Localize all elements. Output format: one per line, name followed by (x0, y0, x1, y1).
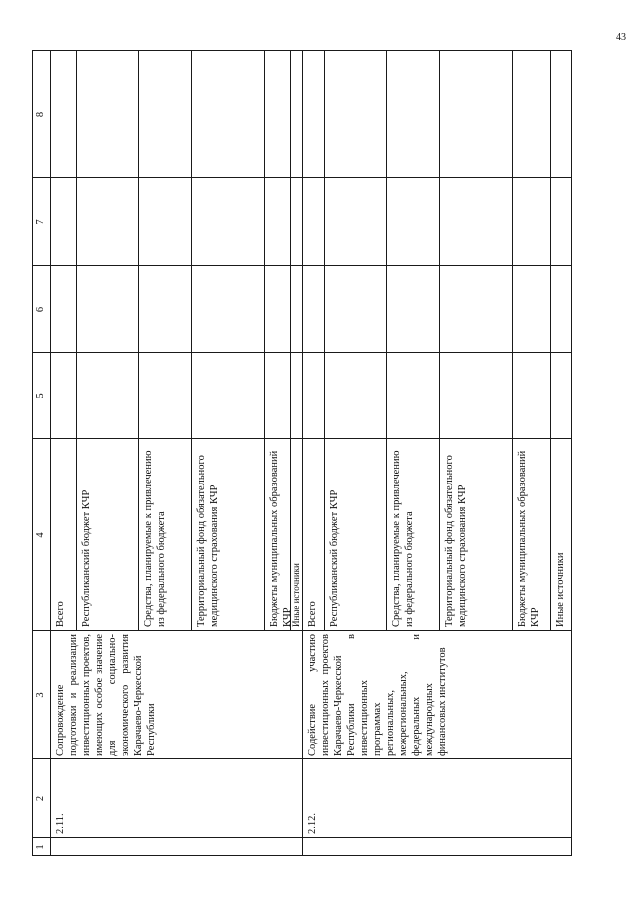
header-col-6: 6 (35, 306, 46, 313)
header-col-3: 3 (35, 692, 46, 698)
source-federal-2-12: Средства, планируемые к привлечению из федерального бюджета (391, 450, 415, 627)
rotated-table-wrapper (32, 50, 572, 856)
source-insurance-fund-2-12: Территориальный фонд обязательного медицинского страхования КЧР (444, 455, 468, 627)
source-municipal-2-12: Бюджеты муниципальных образований КЧР (517, 450, 541, 627)
header-col-4: 4 (35, 532, 46, 538)
source-republic-budget-2-12: Республиканский бюджет КЧР (329, 489, 340, 627)
source-republic-budget-2-11: Республиканский бюджет КЧР (81, 489, 92, 627)
header-col-2: 2 (35, 795, 46, 802)
header-col-5: 5 (35, 393, 46, 399)
row-description-2-11: Сопровождение подготовки и реализации инвестиционных проектов, имеющих особое значение для социально-экономического развития Карачаево-Черкесской Республики (55, 634, 157, 756)
row-number-2-12: 2.12. (307, 813, 318, 834)
page-number: 43 (616, 32, 626, 43)
source-other-2-12: Иные источники (555, 552, 566, 627)
budget-table (32, 50, 572, 856)
source-municipal-2-11: Бюджеты муниципальных образований КЧР (269, 450, 293, 627)
header-col-1: 1 (35, 844, 46, 850)
row-number-2-11: 2.11. (55, 813, 66, 834)
header-col-7: 7 (35, 219, 46, 225)
source-total-2-12: Всего (307, 601, 318, 627)
source-total-2-11: Всего (55, 601, 66, 627)
source-other-2-11: Иные источники (291, 563, 301, 627)
source-federal-2-11: Средства, планируемые к привлечению из федерального бюджета (143, 450, 167, 627)
row-description-2-12: Содействие участию инвестиционных проектов Карачаево-Черкесской Республики в инвестиционных программах региональных, межрегиональных, федеральных и международных финансовых институтов (307, 634, 448, 756)
header-col-8: 8 (35, 111, 46, 118)
source-insurance-fund-2-11: Территориальный фонд обязательного медицинского страхования КЧР (196, 455, 220, 627)
